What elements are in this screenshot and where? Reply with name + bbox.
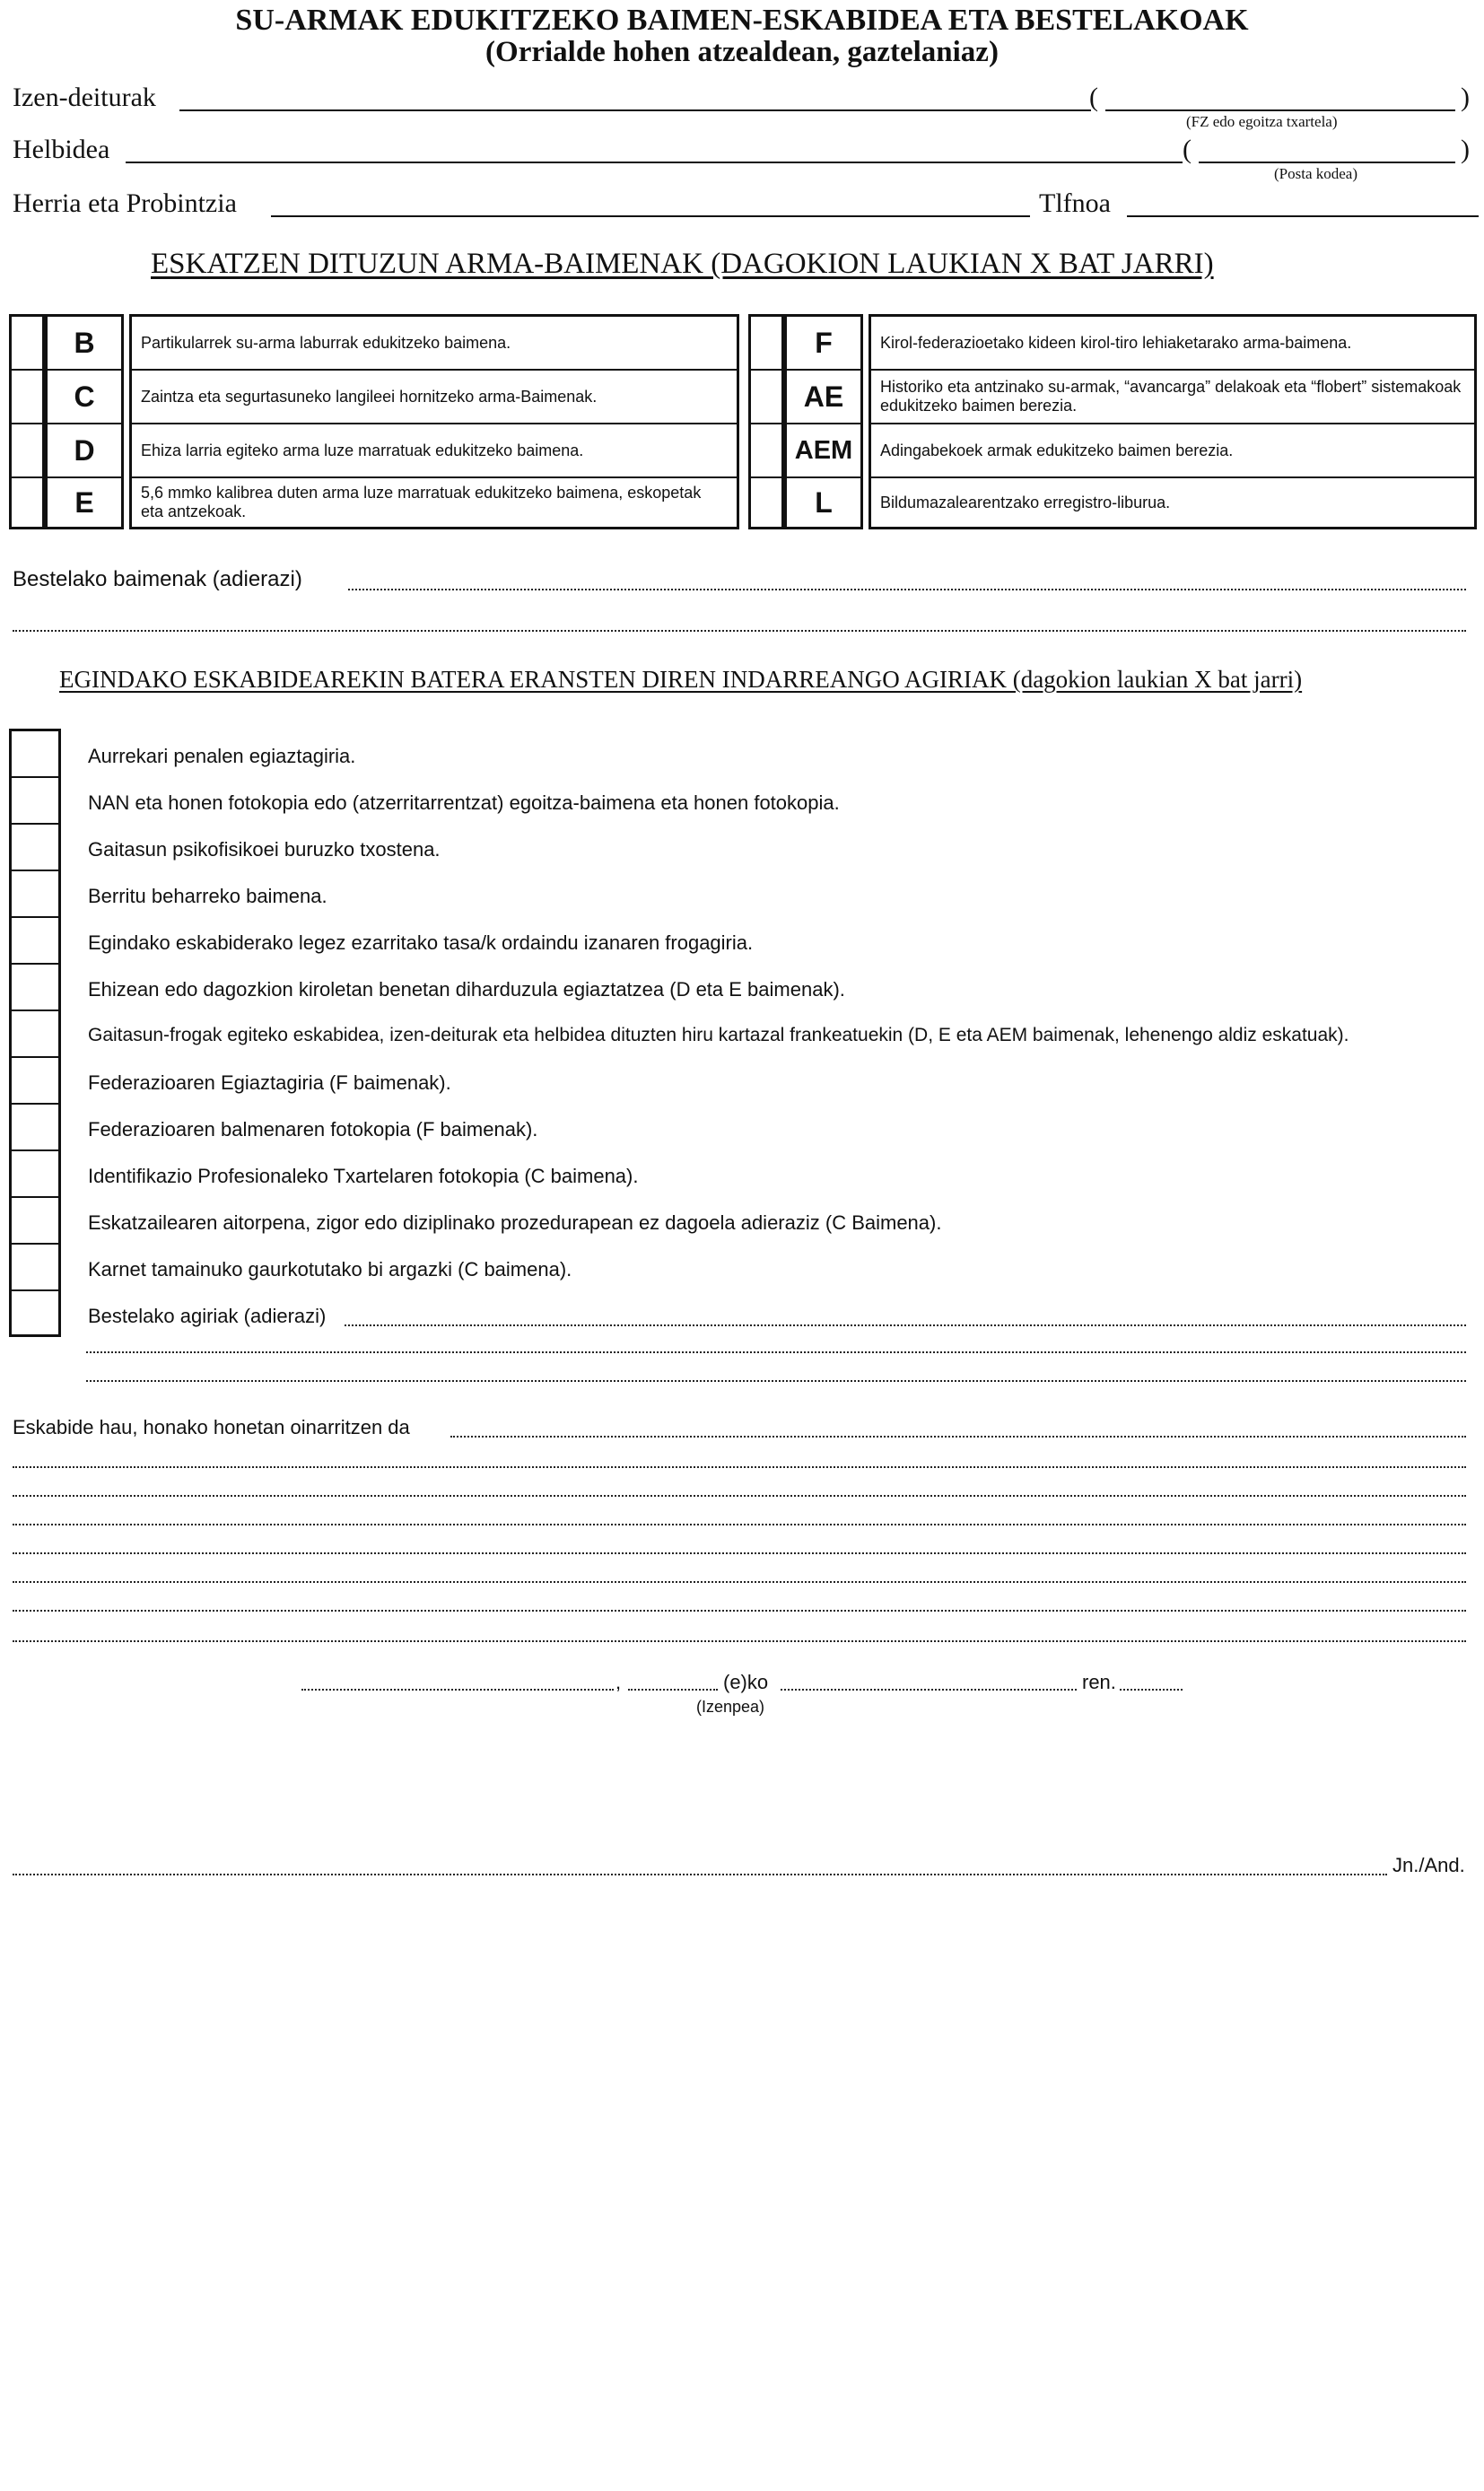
phone-label: Tlfnoa (1039, 188, 1111, 218)
permit-code: F (787, 317, 860, 371)
postal-code-field[interactable] (1199, 162, 1455, 163)
basis-label: Eskabide hau, honako honetan oinarritzen da (13, 1416, 410, 1438)
document-checkbox[interactable] (12, 1105, 58, 1151)
other-documents-field[interactable] (345, 1324, 1466, 1326)
document-item: Identifikazio Profesionaleko Txartelaren fotokopia (C baimena). (88, 1165, 639, 1187)
document-item: Ehizean edo dagozkion kiroletan benetan diharduzula egiaztatzea (D eta E baimenak). (88, 978, 845, 1001)
basis-field[interactable] (450, 1436, 1466, 1438)
postal-note: (Posta kodea) (1274, 165, 1358, 182)
basis-field-line[interactable] (13, 1640, 1466, 1642)
document-subtitle: (Orrialde hohen atzealdean, gaztelaniaz) (485, 36, 999, 68)
permit-codes-left (45, 314, 124, 529)
signature-note: (Izenpea) (696, 1698, 765, 1716)
permit-descriptions-right (869, 314, 1477, 529)
month-field[interactable] (781, 1689, 1077, 1691)
address-label: Helbidea (13, 135, 110, 164)
permit-code: E (74, 485, 94, 519)
permit-checkbox-l[interactable] (751, 478, 781, 527)
permit-description: Bildumazalearentzako erregistro-liburua. (880, 493, 1171, 511)
basis-field-line[interactable] (13, 1495, 1466, 1497)
document-checkbox[interactable] (12, 778, 58, 825)
document-checkbox[interactable] (12, 1198, 58, 1245)
document-checkbox[interactable] (12, 1291, 58, 1334)
permit-code: D (48, 424, 121, 478)
permit-checkbox-e[interactable] (12, 478, 42, 527)
permit-descriptions-left (129, 314, 739, 529)
permit-description: Ehiza larria egiteko arma luze marratuak edukitzeko baimena. (132, 424, 737, 478)
document-title: SU-ARMAK EDUKITZEKO BAIMEN-ESKABIDEA ETA BESTELAKOAK (235, 4, 1249, 37)
basis-field-line[interactable] (13, 1552, 1466, 1554)
addressee-label: Jn./And. (1392, 1854, 1465, 1876)
permit-description: 5,6 mmko kalibrea duten arma luze marratuak edukitzeko baimena, eskopetak eta antzekoak. (141, 484, 702, 520)
document-checkbox[interactable] (12, 1058, 58, 1105)
paren-close: ) (1461, 135, 1470, 164)
permit-code: AEM (787, 424, 860, 478)
name-field[interactable] (179, 109, 1091, 111)
permit-code: L (815, 485, 833, 519)
document-checkbox[interactable] (12, 731, 58, 778)
document-item: Federazioaren Egiaztagiria (F baimenak). (88, 1071, 451, 1094)
addressee-field[interactable] (13, 1874, 1387, 1875)
documents-title: EGINDAKO ESKABIDEAREKIN BATERA ERANSTEN DIREN INDARREANGO AGIRIAK (dagokion laukian X bat jarri) (59, 666, 1303, 693)
documents-checkbox-column[interactable] (9, 729, 61, 1337)
paren-open: ( (1089, 83, 1098, 112)
permit-checkbox-f[interactable] (751, 317, 781, 371)
phone-field[interactable] (1127, 215, 1479, 217)
document-checkbox[interactable] (12, 965, 58, 1011)
ren-label: ren. (1082, 1671, 1116, 1693)
day-field[interactable] (1120, 1689, 1183, 1691)
permit-checkbox-ae[interactable] (751, 371, 781, 424)
permit-checkbox-aem[interactable] (751, 424, 781, 478)
place-field[interactable] (301, 1689, 614, 1691)
document-item: NAN eta honen fotokopia edo (atzerritarrentzat) egoitza-baimena eta honen fotokopia. (88, 791, 840, 814)
document-item: Egindako eskabiderako legez ezarritako tasa/k ordaindu izanaren frogagiria. (88, 931, 754, 954)
document-item: Gaitasun psikofisikoei buruzko txostena. (88, 838, 441, 861)
document-checkbox[interactable] (12, 918, 58, 965)
basis-field-line[interactable] (13, 1581, 1466, 1583)
year-field[interactable] (628, 1689, 718, 1691)
document-checkbox[interactable] (12, 1245, 58, 1291)
checkbox-column-left[interactable] (9, 314, 45, 529)
basis-field-line[interactable] (13, 1610, 1466, 1612)
permit-description: Kirol-federazioetako kideen kirol-tiro lehiaketarako arma-baimena. (871, 317, 1474, 371)
town-field[interactable] (271, 215, 1030, 217)
other-permits-label: Bestelako baimenak (adierazi) (13, 567, 302, 591)
permit-description: Historiko eta antzinako su-armak, “avancarga” delakoak eta “flobert” sistemakoak edukitzeko baimen berezia. (871, 371, 1474, 424)
id-field[interactable] (1105, 109, 1455, 111)
permit-checkbox-b[interactable] (12, 317, 42, 371)
document-item: Berritu beharreko baimena. (88, 885, 327, 907)
checkbox-column-right[interactable] (748, 314, 784, 529)
permits-title: ESKATZEN DITUZUN ARMA-BAIMENAK (DAGOKION LAUKIAN X BAT JARRI) (151, 248, 1214, 280)
other-permits-field[interactable] (348, 589, 1466, 590)
address-field[interactable] (126, 162, 1183, 163)
document-item: Eskatzailearen aitorpena, zigor edo diziplinako prozedurapean ez dagoela adieraziz (C Baimena). (88, 1211, 942, 1234)
document-checkbox[interactable] (12, 1011, 58, 1058)
document-item: Gaitasun-frogak egiteko eskabidea, izen-deiturak eta helbidea dituzten hiru kartazal frankeatuekin (D, E eta AEM baimenak, lehenengo aldiz eskatuak). (88, 1025, 1349, 1045)
document-item: Karnet tamainuko gaurkotutako bi argazki (C baimena). (88, 1258, 572, 1280)
paren-open: ( (1183, 135, 1192, 164)
permit-checkbox-c[interactable] (12, 371, 42, 424)
document-item: Aurrekari penalen egiaztagiria. (88, 745, 356, 767)
document-checkbox[interactable] (12, 1151, 58, 1198)
name-label: Izen-deiturak (13, 83, 156, 112)
basis-field-line[interactable] (13, 1524, 1466, 1525)
permit-codes-right (784, 314, 863, 529)
document-item: Federazioaren balmenaren fotokopia (F baimenak). (88, 1118, 538, 1141)
permit-description: Partikularrek su-arma laburrak edukitzeko baimena. (132, 317, 737, 371)
document-checkbox[interactable] (12, 871, 58, 918)
permit-description: Adingabekoek armak edukitzeko baimen berezia. (871, 424, 1474, 478)
paren-close: ) (1461, 83, 1470, 112)
id-note: (FZ edo egoitza txartela) (1186, 113, 1338, 130)
town-label: Herria eta Probintzia (13, 188, 237, 218)
document-item: Bestelako agiriak (adierazi) (88, 1305, 327, 1327)
permit-code: C (48, 371, 121, 424)
permit-checkbox-d[interactable] (12, 424, 42, 478)
permit-code: B (48, 317, 121, 371)
document-checkbox[interactable] (12, 825, 58, 871)
other-documents-field-line3[interactable] (86, 1380, 1466, 1382)
other-documents-field-line2[interactable] (86, 1351, 1466, 1353)
eko-label: (e)ko (723, 1671, 769, 1693)
permit-description: Zaintza eta segurtasuneko langileei hornitzeko arma-Baimenak. (132, 371, 737, 424)
other-permits-field-line2[interactable] (13, 630, 1466, 632)
comma-separator: , (615, 1671, 622, 1693)
basis-field-line[interactable] (13, 1466, 1466, 1468)
permit-code: AE (787, 371, 860, 424)
